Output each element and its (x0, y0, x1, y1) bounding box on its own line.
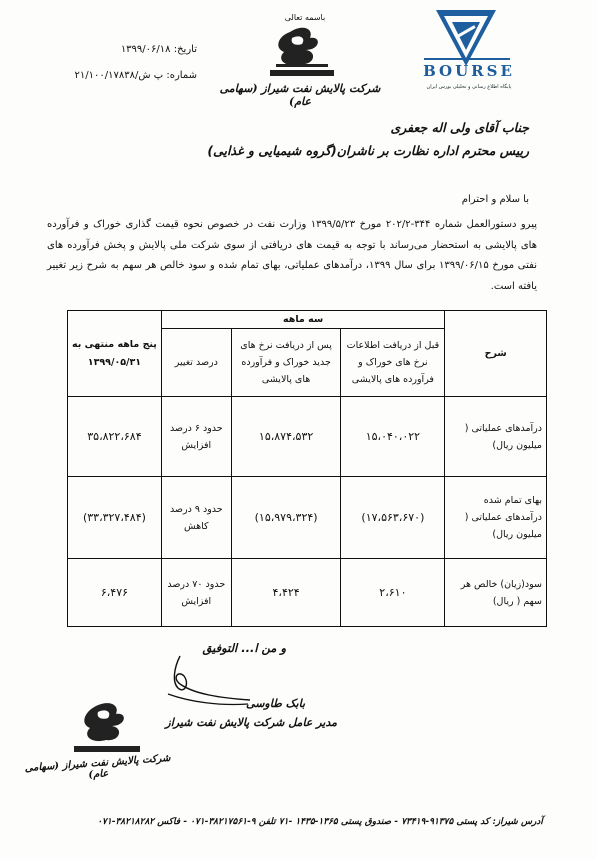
row-five-month: (۳۳،۳۲۷،۴۸۴) (68, 477, 162, 559)
row-five-month: ۶،۴۷۶ (68, 559, 162, 627)
footer-address: آدرس شیراز: کد پستی ۹۱۳۷۵-۷۳۴۱۹ - صندوق پستی ۱۳۶۵-۱۴۳۵ -۷۱ تلفن ۹-۳۸۲۱۷۵۶۱-۰۷۱ - فاکس ۳۸۲۱۸۲۸۲-۰۷۱ (97, 817, 543, 827)
header-five-month: پنج ماهه منتهی به ۱۳۹۹/۰۵/۳۱ (68, 311, 162, 397)
company-name: شرکت پالایش نفت شیراز (سهامی عام) (219, 82, 381, 108)
row-after: ۱۵،۸۷۴،۵۳۲ (231, 397, 341, 477)
letter-number (22, 70, 197, 81)
row-change: حدود ۷۰ درصد افزایش (161, 559, 231, 627)
header-before: قبل از دریافت اطلاعات نرخ های خوراک و فرآورده های پالایشی (341, 329, 445, 397)
row-five-month: ۳۵،۸۲۲،۶۸۴ (68, 397, 162, 477)
date-label: تاریخ: (173, 44, 197, 55)
row-change: حدود ۶ درصد افزایش (161, 397, 231, 477)
number-value: پ ش/۲۱/۱۰۰/۱۷۸۳۸ (74, 70, 164, 81)
row-after: (۱۵،۹۷۹،۳۲۴) (231, 477, 341, 559)
bourse-subtitle: پایگاه اطلاع رسانی و تحلیلی بورس ایران (426, 84, 512, 90)
row-description: بهای تمام شده درآمدهای عملیاتی ( میلیون ریال) (445, 477, 547, 559)
letter-date (22, 44, 197, 55)
header-description: شرح (445, 311, 547, 397)
closing-phrase: و من ا... التوفیق (202, 641, 286, 655)
greeting: با سلام و احترام (461, 194, 529, 205)
row-before: ۲،۶۱۰ (341, 559, 445, 627)
row-before: ۱۵،۰۴۰،۰۲۲ (341, 397, 445, 477)
row-description: سود(زیان) خالص هر سهم ( ریال) (445, 559, 547, 627)
company-stamp (62, 700, 152, 760)
body-paragraph: پیرو دستورالعمل شماره ۳۴۴-۲۰۲/۲ مورخ ۱۳۹۹/۵/۲۳ وزارت نفت در خصوص نحوه قیمت گذاری خوراک و فرآورده های پالایشی به استحضار می‌رساند با توجه به قیمت های دریافتی از سوی شرکت ملی پالایش و پخش فرآورده های نفتی مورخ ۱۳۹۹/۰۶/۱۵ برای سال ۱۳۹۹، درآمدهای عملیاتی، بهای تمام شده و سود خالص هر سهم به شرح زیر تغییر یافته است. (47, 219, 537, 292)
row-description: درآمدهای عملیاتی ( میلیون ریال) (445, 397, 547, 477)
addressee-title: رییس محترم اداره نظارت بر ناشران(گروه شیمیایی و غذایی) (207, 143, 529, 158)
signer-name: بابک طاوسی (246, 697, 305, 710)
table-row (68, 559, 547, 627)
header-change: درصد تغییر (161, 329, 231, 397)
date-value: ۱۳۹۹/۰۶/۱۸ (120, 44, 171, 55)
company-logo (262, 24, 342, 82)
bourse-wordmark: BOURSE (423, 62, 515, 80)
row-before: (۱۷،۵۶۳،۶۷۰) (341, 477, 445, 559)
handwritten-signature (150, 648, 260, 710)
addressee-name: جناب آقای ولی اله جعفری (390, 120, 529, 135)
row-change: حدود ۹ درصد کاهش (161, 477, 231, 559)
table-row (68, 397, 547, 477)
header-three-month: سه ماهه (161, 311, 444, 329)
row-after: ۴،۴۲۴ (231, 559, 341, 627)
basmala: باسمه تعالی (284, 13, 326, 22)
bourse-logo (404, 8, 530, 96)
stamp-caption: شرکت پالایش نفت شیراز (سهامی عام) (24, 752, 171, 781)
financial-table (67, 310, 547, 627)
header-after: پس از دریافت نرخ های جدید خوراک و فرآورده های پالایشی (231, 329, 341, 397)
table-row (68, 477, 547, 559)
number-label: شماره: (166, 70, 197, 81)
signer-title: مدیر عامل شرکت پالایش نفت شیراز (165, 716, 337, 729)
